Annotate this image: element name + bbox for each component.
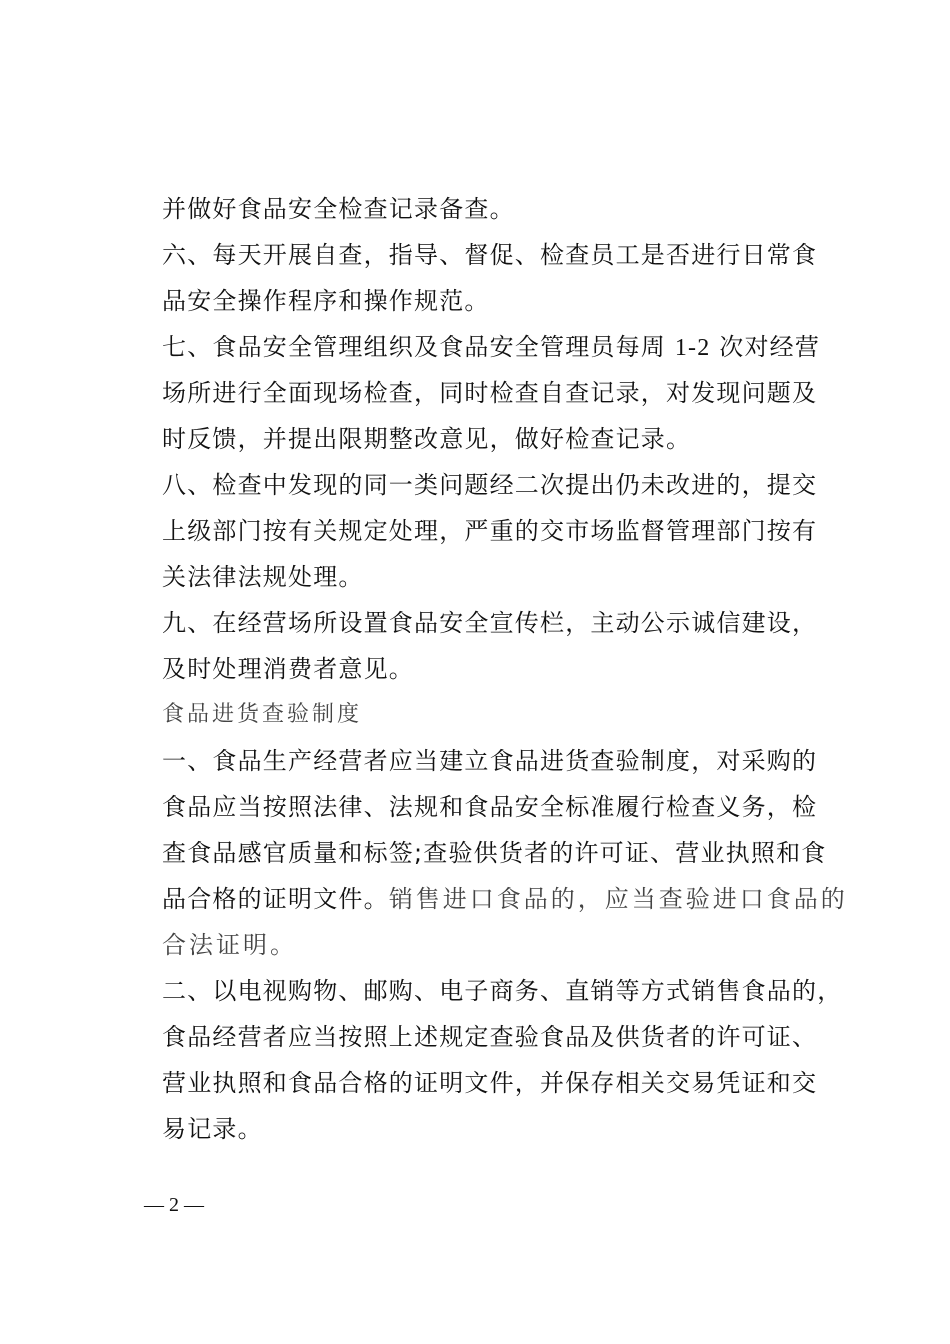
document-body (162, 186, 848, 1152)
page-number: — 2 — (144, 1194, 204, 1216)
text-line: 品安全操作程序和操作规范。 (162, 287, 490, 315)
text-run: 品合格的证明文件。 (162, 885, 389, 913)
text-line: 上级部门按有关规定处理，严重的交市场监督管理部门按有 (162, 517, 818, 545)
text-line: 场所进行全面现场检查，同时检查自查记录，对发现问题及 (162, 379, 818, 407)
text-line (162, 876, 848, 922)
text-run: 次对经营 (710, 333, 821, 361)
frequency-number: 1-2 (674, 335, 711, 361)
section-title: 食品进货查验制度 (162, 702, 363, 727)
text-line: 食品应当按照法律、法规和食品安全标准履行检查义务，检 (162, 793, 818, 821)
text-line: 九、在经营场所设置食品安全宣传栏，主动公示诚信建设， (162, 609, 818, 637)
text-line: 二、以电视购物、邮购、电子商务、直销等方式销售食品的， (162, 977, 843, 1005)
text-run: 七、食品安全管理组织及食品安全管理员每周 (162, 333, 675, 361)
text-line: 八、检查中发现的同一类问题经二次提出仍未改进的，提交 (162, 471, 818, 499)
text-line: 关法律法规处理。 (162, 563, 364, 591)
text-line: 时反馈，并提出限期整改意见，做好检查记录。 (162, 425, 692, 453)
text-line: 六、每天开展自查，指导、督促、检查员工是否进行日常食 (162, 241, 818, 269)
text-run-light: 销售进口食品的，应当查验进口食品的 (388, 885, 848, 913)
text-line: 易记录。 (162, 1115, 263, 1143)
text-line (162, 324, 838, 370)
text-line: 一、食品生产经营者应当建立食品进货查验制度，对采购的 (162, 747, 818, 775)
text-line: 并做好食品安全检查记录备查。 (162, 195, 515, 223)
text-line-light: 合法证明。 (162, 931, 297, 959)
text-line: 查食品感官质量和标签;查验供货者的许可证、营业执照和食 (162, 839, 827, 867)
text-line: 营业执照和食品合格的证明文件，并保存相关交易凭证和交 (162, 1069, 818, 1097)
text-line: 食品经营者应当按照上述规定查验食品及供货者的许可证、 (162, 1023, 818, 1051)
text-line: 及时处理消费者意见。 (162, 655, 414, 683)
